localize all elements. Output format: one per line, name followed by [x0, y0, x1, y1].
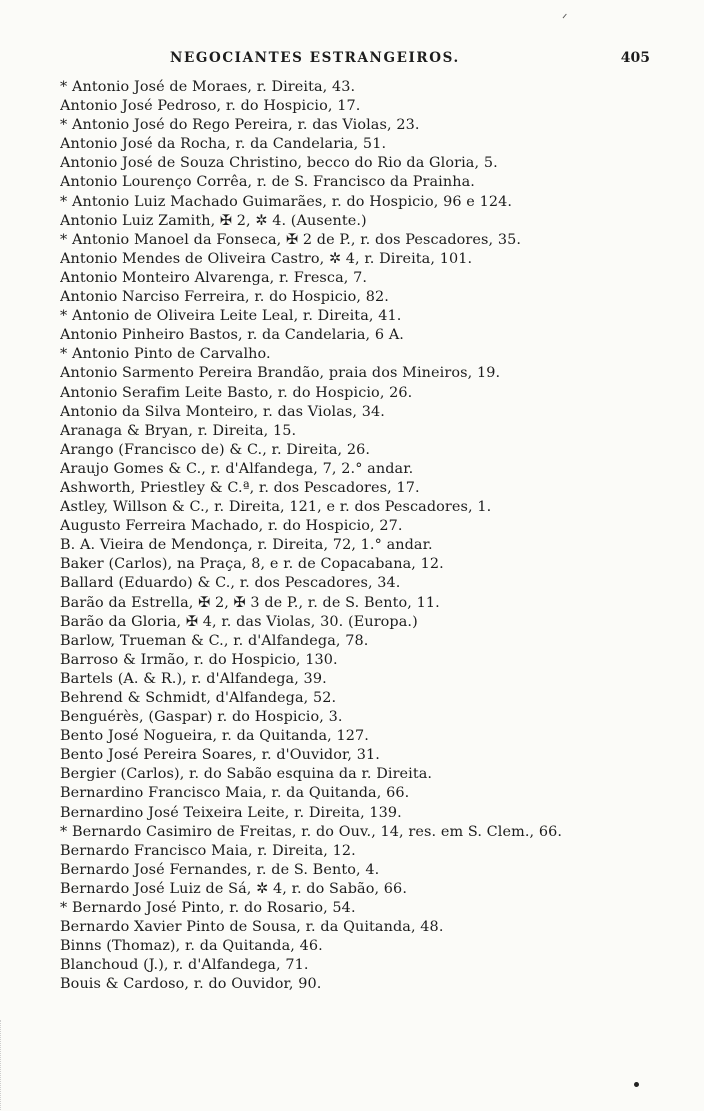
- page-title: NEGOCIANTES ESTRANGEIROS.: [170, 50, 460, 66]
- directory-entry: Binns (Thomaz), r. da Quitanda, 46.: [60, 938, 323, 955]
- directory-entry: * Bernardo Casimiro de Freitas, r. do Ouv., 14, res. em S. Clem., 66.: [60, 823, 563, 840]
- directory-entry: * Antonio Manoel da Fonseca, ✠ 2 de P., r. dos Pescadores, 35.: [60, 231, 522, 248]
- merchant-directory-list: [60, 78, 645, 995]
- directory-entry: Bouis & Cardoso, r. do Ouvidor, 90.: [60, 976, 322, 993]
- directory-entry: Astley, Willson & C., r. Direita, 121, e r. dos Pescadores, 1.: [60, 499, 492, 516]
- directory-entry: * Antonio Pinto de Carvalho.: [60, 346, 271, 363]
- directory-entry: Bernardo Xavier Pinto de Sousa, r. da Quitanda, 48.: [60, 919, 444, 936]
- directory-entry: Antonio Serafim Leite Basto, r. do Hospicio, 26.: [60, 384, 413, 401]
- directory-entry: Araujo Gomes & C., r. d'Alfandega, 7, 2.° andar.: [60, 460, 414, 477]
- directory-entry: Benguérès, (Gaspar) r. do Hospicio, 3.: [60, 709, 343, 726]
- directory-entry: Antonio José Pedroso, r. do Hospicio, 17.: [60, 98, 361, 115]
- directory-entry: Blanchoud (J.), r. d'Alfandega, 71.: [60, 957, 309, 974]
- directory-entry: Barão da Gloria, ✠ 4, r. das Violas, 30. (Europa.): [60, 613, 418, 630]
- directory-entry: Bernardo Francisco Maia, r. Direita, 12.: [60, 842, 356, 859]
- directory-entry: Antonio Narciso Ferreira, r. do Hospicio, 82.: [60, 289, 389, 306]
- directory-entry: Antonio José da Rocha, r. da Candelaria, 51.: [60, 136, 387, 153]
- directory-entry: Barão da Estrella, ✠ 2, ✠ 3 de P., r. de S. Bento, 11.: [60, 594, 440, 611]
- directory-entry: Bartels (A. & R.), r. d'Alfandega, 39.: [60, 670, 327, 687]
- page-number: 405: [620, 50, 650, 66]
- directory-entry: Bernardino Francisco Maia, r. da Quitanda, 66.: [60, 785, 410, 802]
- directory-entry: Bernardo José Fernandes, r. de S. Bento, 4.: [60, 861, 380, 878]
- directory-entry: Bergier (Carlos), r. do Sabão esquina da r. Direita.: [60, 766, 433, 783]
- directory-entry: Augusto Ferreira Machado, r. do Hospicio, 27.: [60, 518, 403, 535]
- directory-entry: Ballard (Eduardo) & C., r. dos Pescadores, 34.: [60, 575, 401, 592]
- directory-entry: Antonio Pinheiro Bastos, r. da Candelaria, 6 A.: [60, 327, 404, 344]
- directory-entry: Antonio Sarmento Pereira Brandão, praia dos Mineiros, 19.: [60, 365, 501, 382]
- directory-entry: Behrend & Schmidt, d'Alfandega, 52.: [60, 690, 337, 706]
- directory-entry: Ashworth, Priestley & C.ª, r. dos Pescadores, 17.: [60, 479, 420, 496]
- ink-dot: [634, 1082, 639, 1087]
- directory-entry: Barlow, Trueman & C., r. d'Alfandega, 78.: [60, 632, 369, 649]
- directory-entry: * Antonio José de Moraes, r. Direita, 43.: [60, 79, 356, 95]
- directory-entry: Antonio Lourenço Corrêa, r. de S. Francisco da Prainha.: [60, 174, 475, 191]
- directory-entry: Antonio Mendes de Oliveira Castro, ✲ 4, r. Direita, 101.: [60, 250, 473, 267]
- directory-entry: Arango (Francisco de) & C., r. Direita, 26.: [60, 441, 371, 458]
- directory-entry: Antonio da Silva Monteiro, r. das Violas, 34.: [60, 403, 385, 420]
- directory-entry: Bento José Pereira Soares, r. d'Ouvidor, 31.: [60, 747, 380, 764]
- directory-entry: * Antonio de Oliveira Leite Leal, r. Direita, 41.: [60, 308, 402, 325]
- directory-entry: Aranaga & Bryan, r. Direita, 15.: [60, 422, 297, 439]
- corner-pen-mark: ᐟ: [562, 12, 568, 27]
- page-edge-stain: [0, 1020, 11, 1110]
- directory-entry: Bento José Nogueira, r. da Quitanda, 127.: [60, 728, 369, 745]
- directory-entry: * Antonio Luiz Machado Guimarães, r. do Hospicio, 96 e 124.: [60, 193, 513, 210]
- directory-entry: * Bernardo José Pinto, r. do Rosario, 54.: [60, 900, 356, 917]
- running-header: [60, 50, 650, 72]
- directory-entry: Antonio Luiz Zamith, ✠ 2, ✲ 4. (Ausente.): [60, 212, 367, 229]
- directory-entry: * Antonio José do Rego Pereira, r. das Violas, 23.: [60, 117, 420, 134]
- directory-entry: Antonio José de Souza Christino, becco do Rio da Gloria, 5.: [60, 155, 498, 172]
- directory-entry: B. A. Vieira de Mendonça, r. Direita, 72, 1.° andar.: [60, 537, 433, 554]
- directory-entry: Bernardo José Luiz de Sá, ✲ 4, r. do Sabão, 66.: [60, 880, 407, 897]
- directory-entry: Barroso & Irmão, r. do Hospicio, 130.: [60, 651, 338, 668]
- directory-entry: Baker (Carlos), na Praça, 8, e r. de Copacabana, 12.: [60, 556, 444, 573]
- directory-entry: Bernardino José Teixeira Leite, r. Direita, 139.: [60, 804, 402, 821]
- directory-entry: Antonio Monteiro Alvarenga, r. Fresca, 7.: [60, 269, 368, 286]
